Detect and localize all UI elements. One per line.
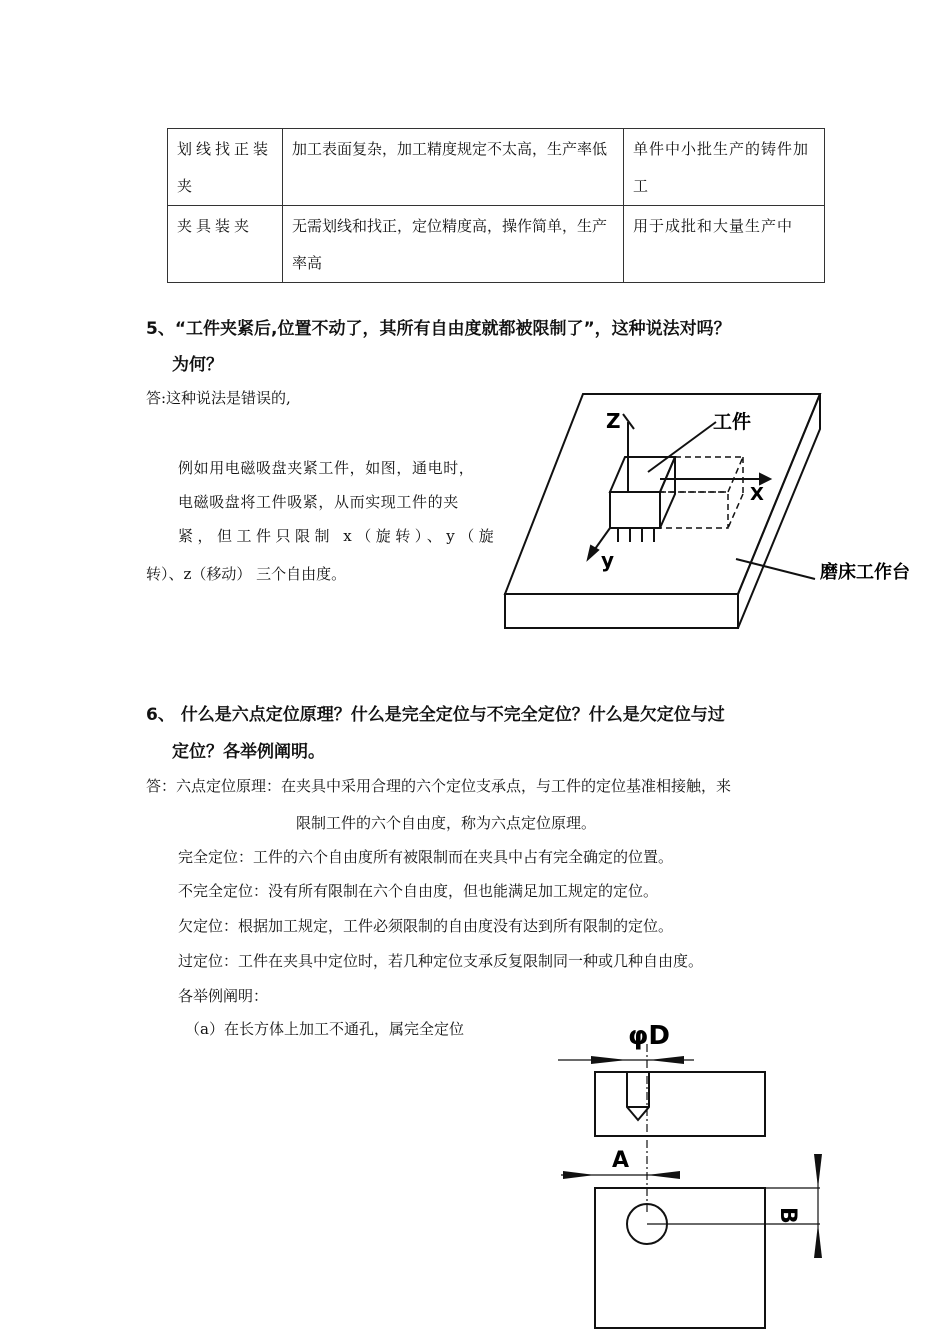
dim-b-label: B xyxy=(775,1207,800,1224)
dim-a-label: A xyxy=(612,1148,630,1173)
answer-5-body-1: 例如用电磁吸盘夹紧工件，如图，通电时， xyxy=(178,459,475,477)
answer-6-principle: 答：六点定位原理：在夹具中采用合理的六个定位支承点，与工件的定位基准相接触，来 xyxy=(146,777,732,795)
top-view-block xyxy=(595,1188,765,1328)
x-axis-arrow xyxy=(760,474,770,484)
answer-6-example-a: （a）在长方体上加工不通孔，属完全定位 xyxy=(185,1020,464,1038)
axis-y-label: y xyxy=(601,548,615,572)
table-cell-method: 夹具装夹 xyxy=(168,206,283,283)
question-5-line1: 5、“工件夹紧后,位置不动了，其所有自由度就都被限制了”，这种说法对吗？ xyxy=(146,319,731,339)
blind-hole-drawing xyxy=(558,1014,838,1344)
table-row xyxy=(168,129,825,206)
y-axis xyxy=(595,528,610,549)
answer-6-examples: 各举例阐明： xyxy=(178,987,269,1005)
dimension-arrows xyxy=(563,1056,822,1258)
answer-5-body-4: 转）、z（移动） 三个自由度。 xyxy=(146,565,347,583)
question-6-line2: 定位？各举例阐明。 xyxy=(172,742,325,762)
table-top-face xyxy=(505,394,820,594)
table-cell-usage: 单件中小批生产的铸件加工 xyxy=(624,129,825,206)
table-front-face xyxy=(505,594,738,628)
answer-5-body-2: 电磁吸盘将工件吸紧，从而实现工件的夹 xyxy=(178,493,459,511)
magnetic-chuck-figure xyxy=(498,384,938,644)
answer-6-under: 欠定位：根据加工规定，工件必须限制的自由度没有达到所有限制的定位。 xyxy=(178,917,674,935)
answer-5-body-3: 紧，但工件只限制 x（旋转）、y（旋 xyxy=(178,527,499,545)
table-cell-method: 划线找正装夹 xyxy=(168,129,283,206)
table-row xyxy=(168,206,825,283)
answer-6-full: 完全定位：工件的六个自由度所有被限制而在夹具中占有完全确定的位置。 xyxy=(178,848,674,866)
dim-d-label: φD xyxy=(628,1021,670,1051)
workpiece-leader-line xyxy=(648,422,716,472)
dashed-workpiece xyxy=(660,457,743,528)
answer-5-prefix: 答:这种说法是错误的, xyxy=(146,389,291,407)
blind-hole-section xyxy=(627,1072,649,1120)
axis-z-label: Z xyxy=(606,409,621,433)
workpiece-top xyxy=(610,457,675,492)
clamping-method-table xyxy=(167,128,825,283)
axis-x-label: X xyxy=(750,484,764,505)
front-view-block xyxy=(595,1072,765,1136)
answer-6-over: 过定位：工件在夹具中定位时，若几种定位支承反复限制同一种或几种自由度。 xyxy=(178,952,704,970)
table-cell-scope: 无需划线和找正，定位精度高，操作简单，生产率高 xyxy=(283,206,624,283)
table-cell-scope: 加工表面复杂，加工精度规定不太高，生产率低 xyxy=(283,129,624,206)
answer-6-principle-cont: 限制工件的六个自由度，称为六点定位原理。 xyxy=(296,814,597,832)
grinder-table-label: 磨床工作台 xyxy=(820,562,910,583)
workpiece-front xyxy=(610,492,660,528)
magnet-legs xyxy=(618,528,654,542)
answer-6-partial: 不完全定位：没有所有限制在六个自由度，但也能满足加工规定的定位。 xyxy=(178,882,659,900)
workpiece-label: 工件 xyxy=(713,411,752,433)
question-5-line2: 为何？ xyxy=(172,355,223,375)
question-6-line1: 6、 什么是六点定位原理？什么是完全定位与不完全定位？什么是欠定位与过 xyxy=(146,705,725,725)
table-cell-usage: 用于成批和大量生产中 xyxy=(624,206,825,283)
